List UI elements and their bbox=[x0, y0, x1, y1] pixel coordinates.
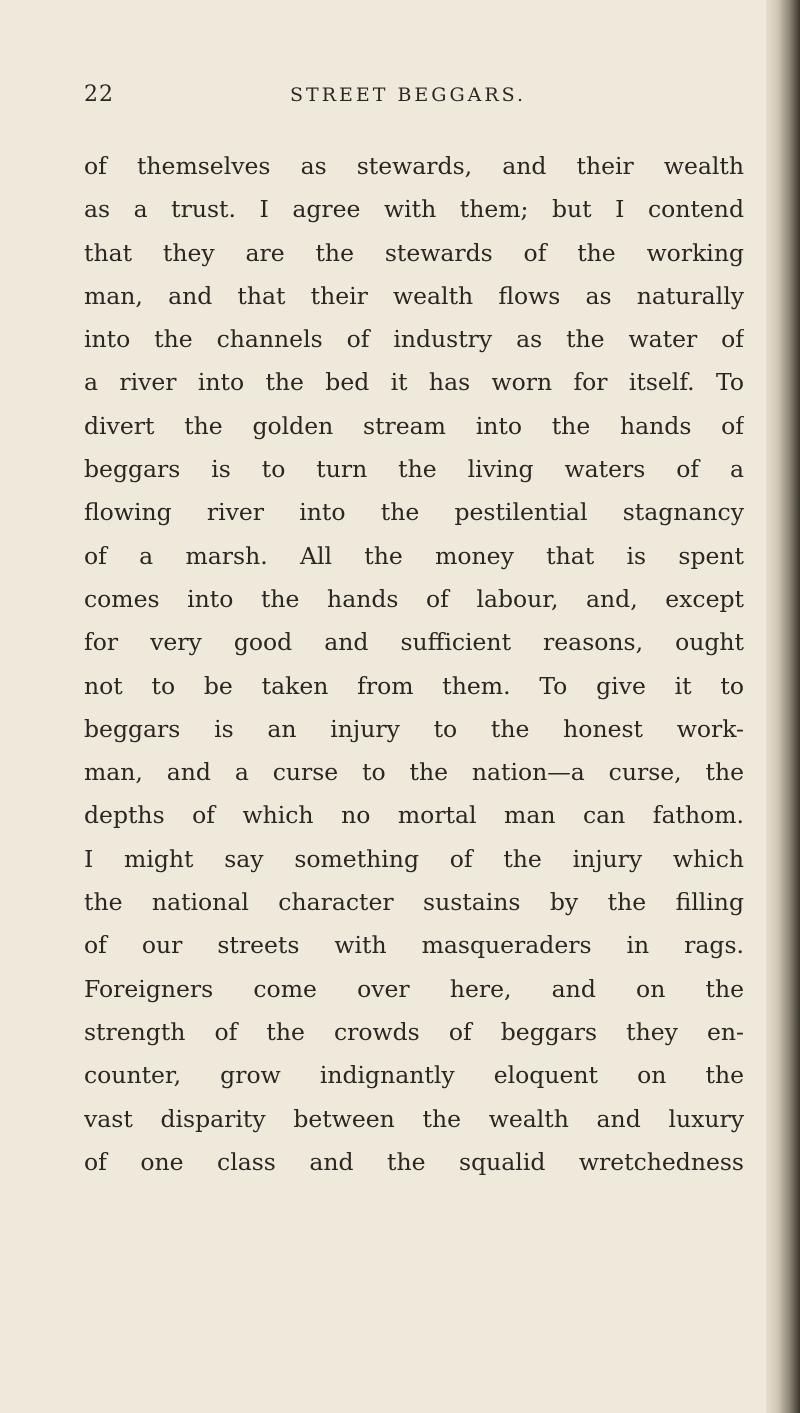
text-line: not to be taken from them. To give it to bbox=[84, 671, 744, 700]
page-number: 22 bbox=[84, 82, 114, 107]
text-line: of our streets with masqueraders in rags. bbox=[84, 931, 744, 960]
text-line: a river into the bed it has worn for itself. To bbox=[84, 368, 744, 397]
text-line: beggars is an injury to the honest work- bbox=[84, 714, 744, 743]
text-line: that they are the stewards of the working bbox=[84, 238, 744, 267]
text-line: beggars is to turn the living waters of a bbox=[84, 455, 744, 484]
text-line: of a marsh. All the money that is spent bbox=[84, 541, 744, 570]
text-line: counter, grow indignantly eloquent on the bbox=[84, 1061, 744, 1090]
text-line: comes into the hands of labour, and, except bbox=[84, 584, 744, 613]
text-line: vast disparity between the wealth and luxury bbox=[84, 1104, 744, 1133]
text-line: strength of the crowds of beggars they en- bbox=[84, 1017, 744, 1046]
text-line: flowing river into the pestilential stagnancy bbox=[84, 498, 744, 527]
text-line: into the channels of industry as the water of bbox=[84, 325, 744, 354]
body-text bbox=[84, 145, 744, 1184]
text-line: the national character sustains by the filling bbox=[84, 888, 744, 917]
page-binding-edge bbox=[766, 0, 800, 1413]
running-title: STREET BEGGARS. bbox=[290, 84, 527, 106]
text-line: of themselves as stewards, and their wealth bbox=[84, 152, 744, 180]
text-line: man, and that their wealth flows as naturally bbox=[84, 281, 744, 310]
text-line: I might say something of the injury which bbox=[84, 844, 744, 873]
text-line: divert the golden stream into the hands of bbox=[84, 411, 744, 440]
text-line: for very good and sufficient reasons, ought bbox=[84, 628, 744, 657]
text-line: man, and a curse to the nation—a curse, the bbox=[84, 758, 744, 787]
running-head bbox=[84, 82, 744, 122]
text-line: of one class and the squalid wretchedness bbox=[84, 1147, 744, 1176]
text-line: as a trust. I agree with them; but I contend bbox=[84, 195, 744, 224]
text-line: depths of which no mortal man can fathom. bbox=[84, 801, 744, 830]
text-line: Foreigners come over here, and on the bbox=[84, 974, 744, 1003]
